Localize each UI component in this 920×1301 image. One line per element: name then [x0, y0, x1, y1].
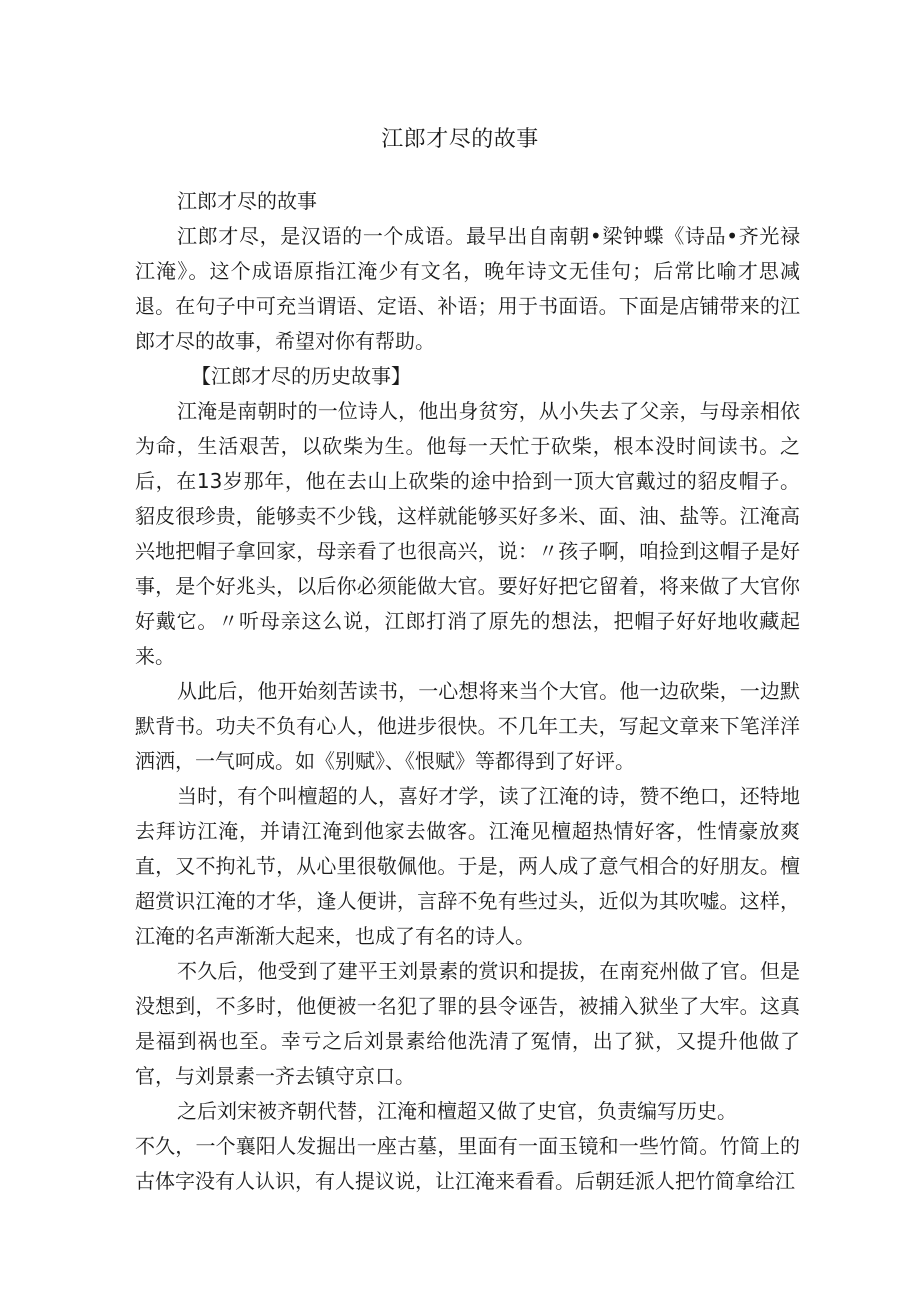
- paragraph-story-1: 江淹是南朝时的一位诗人，他出身贫穷，从小失去了父亲，与母亲相依为命，生活艰苦，以砍柴为生。他每一天忙于砍柴，根本没时间读书。之后，在13岁那年，他在去山上砍柴的途中拾到一顶大官戴过的貂皮帽子。貂皮很珍贵，能够卖不少钱，这样就能够买好多米、面、油、盐等。江淹高兴地把帽子拿回家，母亲看了也很高兴，说：〃孩子啊，咱捡到这帽子是好事，是个好兆头，以后你必须能做大官。要好好把它留着，将来做了大官你好戴它。〃听母亲这么说，江郎打消了原先的想法，把帽子好好地收藏起来。: [135, 399, 800, 668]
- paragraph-story-6: 不久，一个襄阳人发掘出一座古墓，里面有一面玉镜和一些竹简。竹简上的古体字没有人认识，有人提议说，让江淹来看看。后朝廷派人把竹简拿给江: [135, 1134, 800, 1193]
- paragraph-story-3: 当时，有个叫檀超的人，喜好才学，读了江淹的诗，赞不绝口，还特地去拜访江淹，并请江淹到他家去做客。江淹见檀超热情好客，性情豪放爽直，又不拘礼节，从心里很敬佩他。于是，两人成了意气相合的好朋友。檀超赏识江淹的才华，逢人便讲，言辞不免有些过头，近似为其吹嘘。这样，江淹的名声渐渐大起来，也成了有名的诗人。: [135, 784, 800, 948]
- paragraph-story-5: 之后刘宋被齐朝代替，江淹和檀超又做了史官，负责编写历史。: [177, 1099, 737, 1123]
- paragraph-story-4: 不久后，他受到了建平王刘景素的赏识和提拔，在南兖州做了官。但是没想到，不多时，他便被一名犯了罪的县令诬告，被捕入狱坐了大牢。这真是福到祸也至。幸亏之后刘景素给他洗清了冤情，出了狱，又提升他做了官，与刘景素一齐去镇守京口。: [135, 959, 800, 1088]
- paragraph-intro: 江郎才尽，是汉语的一个成语。最早出自南朝•梁钟蝶《诗品•齐光禄江淹》。这个成语原指江淹少有文名，晚年诗文无佳句；后常比喻才思减退。在句子中可充当谓语、定语、补语；用于书面语。下面是店铺带来的江郎才尽的故事，希望对你有帮助。: [135, 224, 800, 353]
- document-title: 江郎才尽的故事: [381, 127, 539, 152]
- document-body: [135, 184, 800, 1199]
- paragraph-subtitle: 江郎才尽的故事: [177, 189, 317, 213]
- section-heading: 【江郎才尽的历史故事】: [191, 364, 411, 388]
- paragraph-story-2: 从此后，他开始刻苦读书，一心想将来当个大官。他一边砍柴，一边默默背书。功夫不负有心人，他进步很快。不几年工夫，写起文章来下笔洋洋洒洒，一气呵成。如《别赋》、《恨赋》等都得到了好评。: [135, 679, 800, 773]
